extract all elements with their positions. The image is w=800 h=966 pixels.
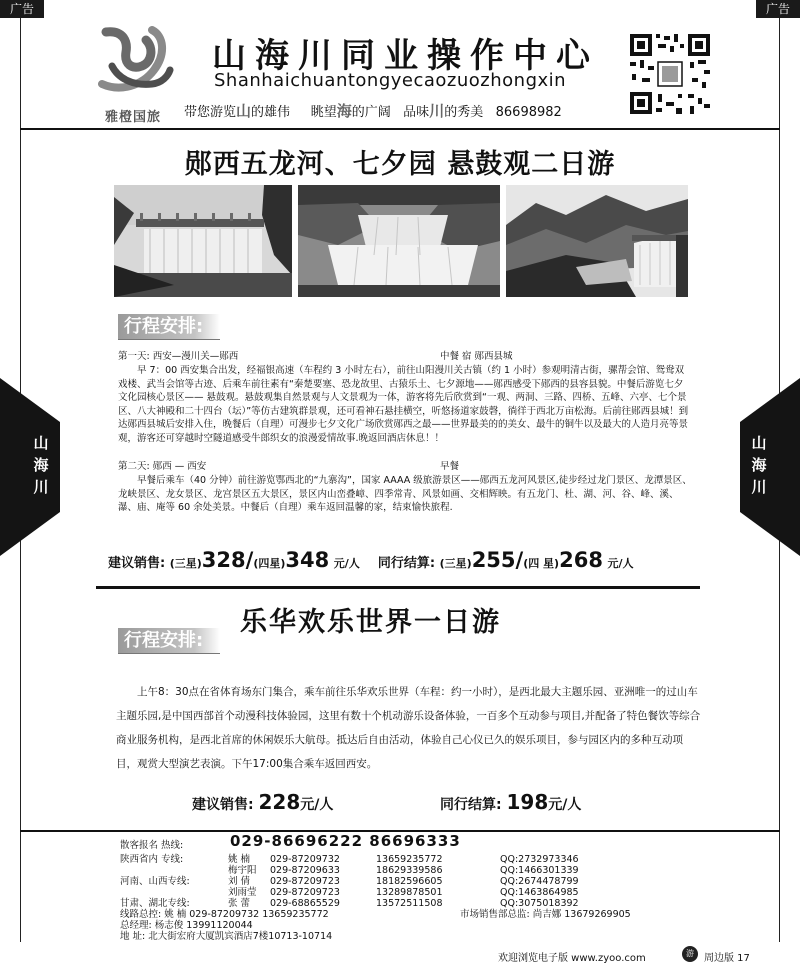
contact-region: 陕西省内 专线: (120, 854, 184, 865)
price-unit: 元/人 (333, 557, 360, 570)
contact-mobile: 13572511508 (376, 898, 443, 909)
footer-badge: 游 (682, 946, 698, 962)
day1-route: 第一天: 西安—漫川关—郧西 (118, 351, 239, 362)
contact-mobile: 13659235772 (376, 854, 443, 865)
day2-route: 第二天: 郧西 — 西安 (118, 461, 207, 472)
slogan-part: 的秀美 (444, 105, 484, 120)
mountain-dam-image (506, 185, 688, 297)
photo-cascade (298, 185, 500, 297)
contact-name: 张 蕾 (228, 898, 251, 909)
contact-name: 刘雨莹 (228, 887, 257, 898)
logo-text: 雅橙国旅 (104, 110, 161, 125)
general-manager: 总经理: 杨志俊 13991120044 (120, 920, 253, 931)
slogan-part: 的雄伟 (251, 105, 291, 120)
footer-website: 欢迎浏览电子版 www.zyoo.com (498, 953, 646, 964)
header (20, 18, 780, 130)
slogan-chuan: 川 (429, 102, 445, 120)
contact-region: 河南、山西专线: (120, 876, 190, 887)
tour2-peer-price (440, 790, 581, 814)
tour2-suggest-label: 建议销售: (192, 797, 254, 813)
agency-logo (86, 26, 180, 126)
day1-meal: 中餐 宿 郧西县城 (440, 351, 513, 362)
contact-qq: QQ:1463864985 (500, 887, 579, 898)
tour2-description (116, 680, 702, 776)
tour1-section-label: 行程安排: (118, 314, 220, 340)
day2-meal: 早餐 (440, 461, 460, 472)
footer (20, 942, 780, 966)
tour1-title: 郧西五龙河、七夕园 悬鼓观二日游 (184, 149, 616, 180)
tour2-peer-unit: 元/人 (548, 797, 582, 813)
hotline-number: 029-86696222 86696333 (230, 832, 461, 850)
tour2-text: 上午8：30点在省体育场东门集合，乘车前往乐华欢乐世界（车程：约一小时），是西北最大主题乐园、亚洲唯一的过山车主题乐园,是中国西部首个动漫科技体验园，这里有数十个机动游乐设备体验，一百多个互动参与项目,并配备了特色餐饮等综合商业服务机构，是西北首席的休闲娱乐大航母。抵达后自由活动，体验自己心仪已久的娱乐项目，参与园区内的多种互动项目，观赏大型演艺表演。下午17:00集合乘车返回西安。 (116, 686, 701, 770)
side-tab-left (0, 378, 60, 556)
contact-name: 梅宇阳 (228, 865, 257, 876)
tour2-suggest-price (192, 790, 333, 814)
tour2-peer-value: 198 (506, 790, 549, 814)
section-divider (96, 586, 700, 589)
contact-tel: 029-87209723 (270, 887, 340, 898)
contact-name: 姚 楠 (228, 854, 251, 865)
slogan-part: 带您游览 (184, 105, 237, 120)
ad-tag-left: 广告 (0, 0, 44, 18)
qr-code-icon (628, 32, 712, 116)
contact-mobile: 18629339586 (376, 865, 443, 876)
three-star-price: 328/ (201, 548, 254, 572)
three-star-label: (三星) (169, 557, 202, 570)
contact-tel: 029-87209732 (270, 854, 340, 865)
contact-mobile: 18182596605 (376, 876, 443, 887)
tour2-title: 乐华欢乐世界一日游 (240, 607, 501, 638)
tour2-peer-label: 同行结算: (440, 797, 502, 813)
peer-four-star-label: (四 星) (523, 557, 560, 570)
contact-qq: QQ:2674478799 (500, 876, 579, 887)
footer-page-number: 周边版 17 (704, 953, 750, 964)
photo-dam-waterfall (114, 185, 292, 297)
contact-qq: QQ:2732973346 (500, 854, 579, 865)
tour2-section-label: 行程安排: (118, 628, 220, 654)
slogan-part: 的广阔 (351, 105, 391, 120)
tour2-suggest-unit: 元/人 (300, 797, 334, 813)
day2-description: 早餐后乘车（40 分钟）前往游览鄂西北的“九寨沟”，国家 AAAA 级旅游景区——郧西五龙河风景区,徒步经过龙门景区、龙潭景区、龙峡景区、龙女景区、龙宫景区五大景区，景区内山峦叠嶂、四季常青、风景如画、交相辉映。有五龙门、杜、湖、河、谷、峰、溪、瀑、庙、庵等 60 余处美景。中餐后（自理）乘车返回温馨的家，结束愉快旅程. (118, 475, 692, 513)
peer-three-star-price: 255/ (471, 548, 524, 572)
brand-pinyin: Shanhaichuantongyecaozuozhongxin (214, 70, 567, 91)
peer-three-star-label: (三星) (439, 557, 472, 570)
logo-glyph-icon (92, 26, 174, 102)
tour2-suggest-value: 228 (258, 790, 301, 814)
tour1-price-row (108, 548, 718, 572)
contact-tel: 029-87209633 (270, 865, 340, 876)
contact-qq: QQ:1466301339 (500, 865, 579, 876)
dam-waterfall-image (114, 185, 292, 297)
contacts-block (20, 830, 780, 942)
market-director: 市场销售部总监: 尚吉娜 13679269905 (460, 909, 631, 920)
day1-heading (118, 350, 692, 364)
hotline-label: 散客报名 热线: (120, 840, 184, 851)
four-star-price: 348 (285, 548, 330, 572)
ad-tag-right: 广告 (756, 0, 800, 18)
slogan-phone: 86698982 (495, 105, 562, 120)
peer-price-label: 同行结算: (377, 556, 436, 571)
slogan-part: 眺望 (310, 105, 337, 120)
contact-tel: 029-87209723 (270, 876, 340, 887)
brand-title: 山海川同业操作中心 (212, 36, 599, 76)
contact-mobile: 13289878501 (376, 887, 443, 898)
contact-tel: 029-68865529 (270, 898, 340, 909)
tour1-day2 (118, 460, 692, 515)
day2-heading (118, 460, 692, 474)
side-tab-label-right: 山海川 (751, 434, 767, 496)
contact-qq: QQ:3075018392 (500, 898, 579, 909)
suggest-price-label: 建议销售: (108, 556, 166, 571)
contact-name: 刘 倩 (228, 876, 251, 887)
cascade-image (298, 185, 500, 297)
contact-region: 甘肃、湖北专线: (120, 898, 190, 909)
tour1-day1 (118, 350, 692, 445)
slogan-hai: 海 (336, 102, 352, 120)
four-star-label: (四星) (253, 557, 286, 570)
side-tab-right (740, 378, 800, 556)
slogan-shan: 山 (236, 102, 252, 120)
peer-four-star-price: 268 (559, 548, 603, 572)
day1-description: 早 7：00 西安集合出发，经福银高速（车程约 3 小时左右），前往山阳漫川关古镇（约 1 小时）参观明清古街，骡帮会馆、鸳鸯双戏楼、武当会馆等古迹、后乘车前往素有“秦楚要塞、恐龙故里、古猿乐土、七夕源地——郧西感受下郧西的县容县貌。中餐后游览七夕文化园核心景区—— 悬鼓观。悬鼓观集自然景观与人文景观为一体，游客将先后欣赏到“一观、两洞、三路、四桥、五峰、六亭、七个景区、八大神殿和二十四台（坛）”等仿古建筑群景观，还可看神石悬挂横空，听悠扬道家鼓磬，徜徉于西北万亩松海。后前往郧西县城！到达郧西县城后安排入住，晚餐后（自理）可漫步七夕文化广场欣赏郧西之最——世界最美的的美女、最牛的铜牛以及最大的人造月亮等景观，游客还可穿越时空隧道感受牛郎织女的浪漫爱情故事.晚返回酒店休息！！ (118, 365, 689, 444)
route-control: 线路总控: 姚 楠 029-87209732 13659235772 (120, 909, 329, 920)
photo-mountain-dam (506, 185, 688, 297)
peer-price-unit: 元/人 (607, 557, 634, 570)
address: 地 址: 北大街宏府大厦凯宾酒店7楼10713-10714 (120, 931, 333, 942)
slogan (184, 100, 562, 121)
side-tab-label-left: 山海川 (33, 434, 49, 496)
slogan-part: 品味 (403, 105, 430, 120)
